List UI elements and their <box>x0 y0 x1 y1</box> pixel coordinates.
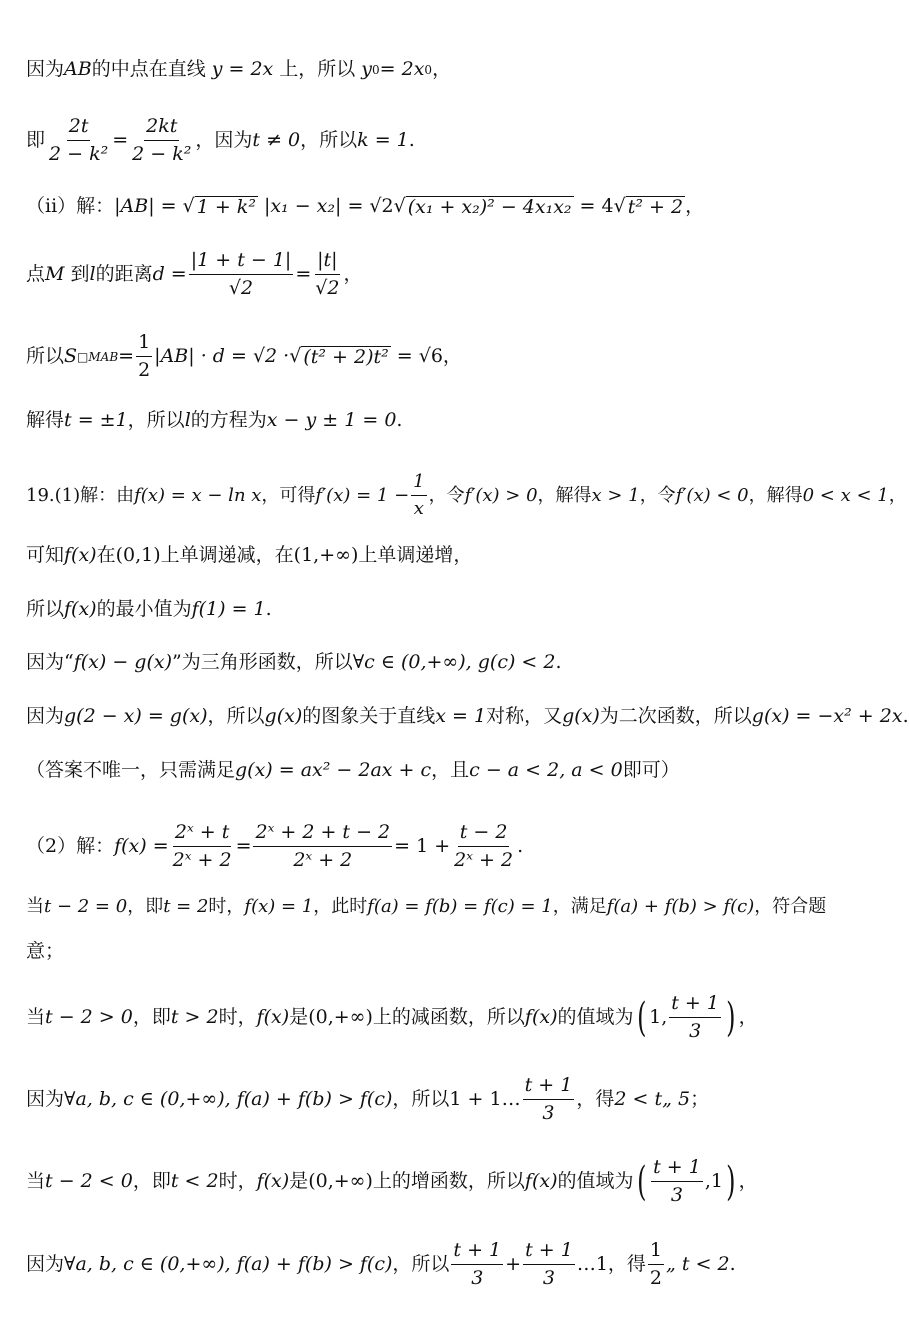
text: 的中点在直线 <box>91 58 206 80</box>
math-t-range: „ t < 2 <box>666 1253 730 1276</box>
math-subscript: □MAB <box>77 349 119 364</box>
line-problem-19-derivative <box>26 471 907 519</box>
problem-label: 19.(1)解：由 <box>26 484 135 506</box>
text: ，满足 <box>552 896 607 917</box>
denominator: 2 <box>649 1266 663 1289</box>
math-d: d = <box>152 263 187 286</box>
text: 当 <box>26 896 44 917</box>
text: ，符合题 <box>754 896 827 917</box>
equals: = <box>235 835 252 858</box>
math-t-values: t = ±1 <box>64 409 128 431</box>
punct: ， <box>738 1170 758 1193</box>
text: 上单调递减，在 <box>160 544 294 566</box>
fraction-2kt <box>130 116 193 166</box>
numerator: t − 2 <box>458 822 510 847</box>
denominator: √2 <box>228 276 254 299</box>
text: 因为 <box>26 705 65 727</box>
text: 因为“ <box>26 651 74 673</box>
text: ，因为 <box>195 129 253 152</box>
numerator: t + 1 <box>523 1240 575 1265</box>
text: 点 <box>26 263 46 286</box>
math-universal: ∀a, b, c ∈ (0,+∞), f(a) + f(b) > f(c) <box>64 1088 393 1111</box>
math-condition: f′(x) < 0 <box>675 484 749 506</box>
punct: ， <box>442 345 462 368</box>
line-inequality-1 <box>26 1075 886 1125</box>
punct: . <box>265 598 272 620</box>
math-point-m: M <box>45 263 65 286</box>
fraction-2t <box>47 116 110 166</box>
punct: ， <box>432 58 452 80</box>
math-t-range: 2 < t„ 5 <box>614 1088 691 1111</box>
numerator: 2ˣ + 2 + t − 2 <box>253 822 392 847</box>
denominator: 3 <box>542 1101 555 1124</box>
math-gx: g(x) <box>264 705 303 727</box>
math-t-nonzero: t ≠ 0 <box>252 129 301 152</box>
text: 是 <box>289 1170 309 1193</box>
fraction-a <box>171 822 234 872</box>
math-t-range: t > 2 <box>170 1006 219 1029</box>
fraction-t-plus-1 <box>669 993 721 1043</box>
fraction-1-over-x <box>411 472 426 519</box>
text: 时， <box>208 896 245 917</box>
math-range-start: 1, <box>649 1006 668 1029</box>
text: 可知 <box>26 544 65 566</box>
math-result: x > 1 <box>591 484 640 506</box>
text: 的图象关于直线 <box>302 705 436 727</box>
big-paren: ( <box>636 1158 646 1205</box>
math-abs-diff: |x₁ − x₂| = <box>263 195 364 217</box>
numerator: t + 1 <box>523 1075 575 1100</box>
line-symmetry <box>26 705 909 727</box>
math-result: 0 < x < 1 <box>802 484 889 506</box>
text: ，即 <box>132 1170 171 1193</box>
line-case-t-equals-2 <box>26 898 886 916</box>
line-inequality-2 <box>26 1240 886 1290</box>
fraction-abs-t <box>313 250 341 300</box>
math-sum: 1 + 1… <box>449 1088 521 1111</box>
math-subscript: 0 <box>372 62 380 77</box>
text: ，所以 <box>300 129 358 152</box>
line-monotonicity <box>26 546 886 565</box>
math-fx-constant: f(x) = 1 <box>244 896 314 917</box>
math-area-product: |AB| · d = √2 · <box>154 345 290 368</box>
fraction-c <box>452 822 515 872</box>
sqrt-radicand: t² + 2 <box>627 196 684 218</box>
math-fx: f(x) <box>256 1006 290 1029</box>
math-fx: f(x) <box>64 598 97 620</box>
text: ，所以 <box>127 409 185 431</box>
denominator: 2ˣ + 2 <box>172 848 232 871</box>
math-condition: f′(x) > 0 <box>464 484 538 506</box>
math-universal: ∀a, b, c ∈ (0,+∞), f(a) + f(b) > f(c) <box>64 1253 393 1276</box>
math-2x: = 2x <box>379 58 425 80</box>
text: ，令 <box>428 484 465 506</box>
numerator: 2t <box>67 116 91 141</box>
text: ，得 <box>607 1253 646 1276</box>
text: 上的减函数，所以 <box>372 1006 525 1029</box>
math-symmetry-condition: g(2 − x) = g(x) <box>64 705 208 727</box>
denominator: 3 <box>471 1266 484 1289</box>
punct: . <box>555 651 562 673</box>
numerator: 2kt <box>144 116 179 141</box>
text: ，所以 <box>392 1088 450 1111</box>
sqrt-radicand: (x₁ + x₂)² − 4x₁x₂ <box>407 196 572 218</box>
text: ，得 <box>576 1088 615 1111</box>
part-label: （ii）解： <box>26 195 115 217</box>
punct: ， <box>343 263 363 286</box>
math-fx: f(x) <box>256 1170 290 1193</box>
math-min-value: f(1) = 1 <box>191 598 266 620</box>
text: 上，所以 <box>279 58 356 80</box>
line-distance <box>26 250 886 300</box>
part-label: （2）解： <box>26 835 115 858</box>
math-ab: AB <box>64 58 92 80</box>
punct: ； <box>690 1088 710 1111</box>
line-area <box>26 332 886 382</box>
math-t-value: t = 2 <box>163 896 209 917</box>
math-fx: f(x) <box>524 1170 558 1193</box>
math-k-equals-1: k = 1 <box>357 129 409 152</box>
text: 的最小值为 <box>96 598 192 620</box>
punct: ， <box>685 195 705 217</box>
numerator: 1 <box>136 332 152 357</box>
line-triangle-function <box>26 653 886 672</box>
numerator: |t| <box>315 250 339 275</box>
equals: = <box>295 263 312 286</box>
math-interval: (1,+∞) <box>293 544 359 566</box>
text: 时， <box>218 1006 257 1029</box>
text: 为二次函数，所以 <box>599 705 752 727</box>
math-t-range: t < 2 <box>170 1170 219 1193</box>
text: ，即 <box>127 896 164 917</box>
math-equal-values: f(a) = f(b) = f(c) = 1 <box>367 896 553 917</box>
equals: = <box>118 345 135 368</box>
text: 上的增函数，所以 <box>372 1170 525 1193</box>
math-line-equation: y = 2x <box>211 58 274 80</box>
text: 时， <box>218 1170 257 1193</box>
big-paren: ( <box>636 994 646 1041</box>
punct: . <box>517 835 524 858</box>
math-triangle-inequality: f(a) + f(b) > f(c) <box>606 896 755 917</box>
sqrt-sign: √ <box>613 195 626 217</box>
math-constraints: c − a < 2, a < 0 <box>469 759 623 781</box>
text: 的方程为 <box>190 409 267 431</box>
text: 因为 <box>26 1253 65 1276</box>
math-gx: g(x) <box>562 705 600 727</box>
denominator: 2 − k² <box>132 142 192 165</box>
fraction-b <box>253 822 392 872</box>
math-fx: f(x) = <box>114 835 169 858</box>
text: 在 <box>96 544 116 566</box>
math-ab-length: |AB| = <box>114 195 177 217</box>
punct: . <box>396 409 403 431</box>
denominator: 3 <box>670 1183 684 1206</box>
math-interval: (0,+∞) <box>308 1170 373 1193</box>
math-general-form: g(x) = ax² − 2ax + c <box>235 759 432 781</box>
fraction-half <box>136 332 152 382</box>
math-derivative: f′(x) = 1 − <box>315 484 410 506</box>
math-fx: f(x) <box>64 544 97 566</box>
sqrt-sign: √ <box>182 195 195 217</box>
text: 当 <box>26 1006 46 1029</box>
math-gx-formula: g(x) = −x² + 2x <box>751 705 903 727</box>
math-case: t − 2 < 0 <box>45 1170 133 1193</box>
text: 的距离 <box>95 263 153 286</box>
equals: = <box>112 129 129 152</box>
math-case: t − 2 = 0 <box>44 896 128 917</box>
equals: = 1 + <box>394 835 451 858</box>
math-y: y <box>361 58 373 80</box>
denominator: √2 <box>315 276 340 299</box>
text: 即 <box>26 129 46 152</box>
sqrt-sign: √ <box>289 345 302 368</box>
denominator: 2 <box>138 358 151 381</box>
denominator: x <box>413 497 424 519</box>
text: ，可得 <box>261 484 316 506</box>
text: 即可） <box>622 759 680 781</box>
math-geq-1: …1 <box>576 1253 608 1276</box>
text: 解得 <box>26 409 65 431</box>
math-case: t − 2 > 0 <box>45 1006 133 1029</box>
text: ”为三角形函数，所以 <box>172 651 353 673</box>
punct: . <box>902 705 909 727</box>
denominator: 3 <box>542 1266 555 1289</box>
line-slope-result <box>26 116 886 166</box>
sqrt-sign: √ <box>393 195 406 217</box>
text: ，所以 <box>207 705 265 727</box>
line-part2-rewrite <box>26 822 886 872</box>
math-axis: x = 1 <box>435 705 487 727</box>
denominator: 3 <box>689 1019 702 1042</box>
text: ，此时 <box>313 896 368 917</box>
text: ，即 <box>132 1006 171 1029</box>
line-answer-note <box>26 761 886 780</box>
punct: ， <box>738 1006 758 1029</box>
math-function-def: f(x) = x − ln x <box>134 484 262 506</box>
math-equals-4: = 4 <box>579 195 614 217</box>
fraction-t-plus-1 <box>523 1240 575 1290</box>
text: ，解得 <box>537 484 592 506</box>
line-line-equation <box>26 411 886 430</box>
line-chord-length <box>26 196 886 217</box>
math-range-end: ,1 <box>704 1170 723 1193</box>
math-line-l: l <box>184 409 191 431</box>
sqrt-radicand: 1 + k² <box>196 196 256 218</box>
line-minimum <box>26 600 886 619</box>
plus: + <box>505 1253 522 1276</box>
text: （答案不唯一，只需满足 <box>26 759 236 781</box>
math-difference: f(x) − g(x) <box>73 651 172 673</box>
math-sqrt2: √2 <box>369 195 394 217</box>
text: 对称，又 <box>486 705 563 727</box>
text: 所以 <box>26 598 65 620</box>
fraction-half <box>648 1240 664 1290</box>
fraction-t-plus-1 <box>451 1240 503 1290</box>
sqrt-radicand: (t² + 2)t² <box>303 346 389 369</box>
math-answer-equation: x − y ± 1 = 0 <box>266 409 397 431</box>
text: ，解得 <box>748 484 803 506</box>
math-interval: (0,+∞) <box>308 1006 373 1029</box>
math-sqrt6: = √6 <box>396 345 443 368</box>
text: ，令 <box>639 484 676 506</box>
math-line-l: l <box>89 263 96 286</box>
math-fx: f(x) <box>524 1006 558 1029</box>
text: ，所以 <box>392 1253 450 1276</box>
denominator: 2ˣ + 2 <box>293 848 353 871</box>
big-paren: ) <box>726 994 736 1041</box>
math-subscript: 0 <box>424 62 433 77</box>
numerator: t + 1 <box>451 1240 503 1265</box>
denominator: 2ˣ + 2 <box>454 848 514 871</box>
punct: . <box>729 1253 736 1276</box>
text: 上单调递增， <box>358 544 473 566</box>
numerator: 2ˣ + t <box>173 822 231 847</box>
text: 因为 <box>26 58 65 80</box>
numerator: t + 1 <box>669 993 721 1018</box>
numerator: 1 <box>648 1240 664 1265</box>
numerator: t + 1 <box>651 1157 703 1182</box>
line-midpoint-condition <box>26 60 886 79</box>
numerator: |1 + t − 1| <box>189 250 294 275</box>
punct: ， <box>888 484 907 506</box>
fraction-distance <box>189 250 294 300</box>
text: 的值域为 <box>557 1170 634 1193</box>
denominator: 2 − k² <box>49 142 109 165</box>
line-case-t-less-2 <box>26 1157 886 1207</box>
text: 当 <box>26 1170 46 1193</box>
text: 的值域为 <box>557 1006 634 1029</box>
text: 是 <box>289 1006 309 1029</box>
numerator: 1 <box>411 472 426 496</box>
text: 到 <box>70 263 90 286</box>
math-interval: (0,1) <box>115 544 161 566</box>
fraction-t-plus-1 <box>651 1157 703 1207</box>
math-condition: ∀c ∈ (0,+∞), g(c) < 2 <box>352 651 556 673</box>
text: 意； <box>26 940 65 962</box>
line-continuation <box>26 942 886 961</box>
text: ，且 <box>431 759 470 781</box>
punct: . <box>408 129 415 152</box>
fraction-t-plus-1 <box>523 1075 575 1125</box>
math-s: S <box>64 345 78 368</box>
text: 所以 <box>26 345 65 368</box>
big-paren: ) <box>726 1158 736 1205</box>
text: 因为 <box>26 1088 65 1111</box>
line-case-t-greater-2 <box>26 993 886 1043</box>
